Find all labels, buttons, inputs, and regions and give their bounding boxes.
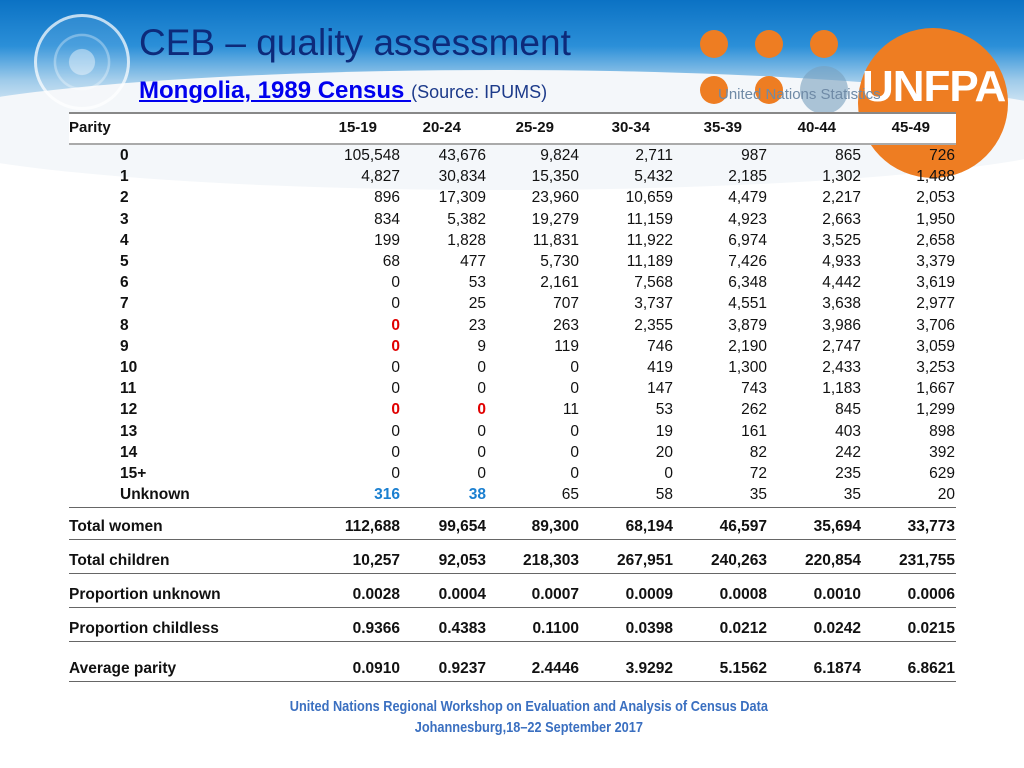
- unfpa-logo-text: UNFPA: [862, 62, 1006, 111]
- table-cell: 0: [570, 359, 579, 376]
- table-cell: 7,568: [634, 274, 673, 292]
- table-cell: 4,933: [822, 253, 861, 270]
- table-cell: 3,638: [822, 295, 861, 313]
- summary-cell: 231,755: [898, 552, 955, 569]
- table-cell: 2,747: [822, 337, 861, 355]
- column-header-35-39: 35-39: [703, 119, 742, 136]
- table-cell: 0: [477, 401, 486, 419]
- table-cell: 0: [477, 359, 486, 376]
- summary-cell: 68,194: [625, 518, 673, 535]
- table-cell: 6,348: [728, 274, 767, 292]
- table-cell: 5,730: [540, 253, 579, 270]
- table-cell: 707: [553, 295, 579, 313]
- summary-label: Proportion childless: [69, 620, 219, 637]
- table-cell: 3,879: [728, 316, 767, 334]
- table-cell: 0: [391, 422, 400, 440]
- table-cell: 2,185: [728, 168, 767, 186]
- table-cell: 3,619: [916, 274, 955, 292]
- summary-cell: 220,854: [804, 552, 861, 569]
- row-label: 9: [120, 337, 129, 355]
- table-cell: 726: [929, 147, 955, 164]
- summary-cell: 240,263: [710, 552, 767, 569]
- table-cell: 865: [835, 147, 861, 164]
- table-cell: 2,977: [916, 295, 955, 313]
- table-cell: 2,355: [634, 316, 673, 334]
- table-cell: 199: [374, 231, 400, 249]
- table-cell: 0: [391, 465, 400, 482]
- table-cell: 3,737: [634, 295, 673, 313]
- table-cell: 7,426: [728, 253, 767, 270]
- table-cell: 845: [835, 401, 861, 419]
- row-label: 13: [120, 422, 138, 440]
- summary-cell: 5.1562: [719, 660, 767, 677]
- row-label: 8: [120, 316, 129, 334]
- orange-dot: [810, 30, 838, 58]
- table-cell: 2,217: [822, 189, 861, 207]
- summary-cell: 218,303: [522, 552, 579, 569]
- table-cell: 11,159: [626, 210, 673, 228]
- divider: [69, 507, 956, 508]
- table-cell: 43,676: [438, 147, 486, 164]
- row-label: 14: [120, 443, 138, 461]
- table-cell: 82: [749, 443, 767, 461]
- table-cell: 19: [655, 422, 673, 440]
- table-cell: 0: [391, 443, 400, 461]
- table-cell: 0: [570, 380, 579, 398]
- table-cell: 3,253: [916, 359, 955, 376]
- table-cell: 0: [570, 422, 579, 440]
- table-cell: 11: [562, 401, 579, 419]
- table-cell: 746: [647, 337, 673, 355]
- table-cell: 2,190: [728, 337, 767, 355]
- summary-cell: 0.0398: [625, 620, 673, 637]
- table-cell: 316: [374, 486, 400, 504]
- table-cell: 15,350: [531, 168, 579, 186]
- table-cell: 25: [468, 295, 486, 313]
- summary-cell: 112,688: [344, 518, 400, 535]
- row-label: 7: [120, 295, 129, 313]
- row-label: 4: [120, 231, 129, 249]
- summary-cell: 92,053: [438, 552, 486, 569]
- summary-label: Proportion unknown: [69, 586, 221, 603]
- table-cell: 2,663: [822, 210, 861, 228]
- table-cell: 4,551: [728, 295, 767, 313]
- table-cell: 68: [382, 253, 400, 270]
- column-header-parity: Parity: [69, 119, 111, 136]
- subtitle: [139, 77, 547, 105]
- table-cell: 3,059: [916, 337, 955, 355]
- summary-cell: 0.0242: [813, 620, 861, 637]
- table-cell: 1,488: [916, 168, 955, 186]
- table-cell: 0: [477, 380, 486, 398]
- divider: [69, 573, 956, 574]
- column-header-25-29: 25-29: [515, 119, 554, 136]
- table-cell: 0: [391, 337, 400, 355]
- table-cell: 10,659: [625, 189, 673, 207]
- row-label: Unknown: [120, 486, 190, 504]
- summary-cell: 0.0007: [531, 586, 579, 603]
- summary-cell: 0.0215: [907, 620, 955, 637]
- row-label: 1: [120, 168, 129, 186]
- table-cell: 0: [477, 443, 486, 461]
- table-cell: 4,479: [728, 189, 767, 207]
- table-cell: 262: [741, 401, 767, 419]
- row-label: 10: [120, 359, 138, 376]
- slide-title: CEB – quality assessment: [139, 22, 571, 63]
- column-header-15-19: 15-19: [338, 119, 377, 136]
- summary-cell: 33,773: [907, 518, 955, 535]
- table-cell: 2,053: [916, 189, 955, 207]
- table-cell: 1,302: [822, 168, 861, 186]
- table-cell: 5,382: [447, 210, 486, 228]
- summary-cell: 6.8621: [907, 660, 955, 677]
- source-note: (Source: IPUMS): [411, 82, 548, 102]
- table-cell: 898: [929, 422, 955, 440]
- table-cell: 38: [468, 486, 486, 504]
- summary-cell: 267,951: [616, 552, 673, 569]
- table-cell: 263: [553, 316, 579, 334]
- footer-line-1: United Nations Regional Workshop on Evaluation and Analysis of Census Data: [289, 698, 768, 715]
- table-cell: 105,548: [343, 147, 400, 164]
- row-label: 0: [120, 147, 129, 164]
- summary-cell: 0.0212: [719, 620, 767, 637]
- table-cell: 1,183: [822, 380, 861, 398]
- row-label: 6: [120, 274, 129, 292]
- table-cell: 0: [664, 465, 673, 482]
- table-cell: 3,379: [916, 253, 955, 270]
- table-cell: 11,831: [532, 231, 579, 249]
- divider: [69, 539, 956, 540]
- table-cell: 0: [391, 380, 400, 398]
- table-cell: 2,711: [635, 147, 673, 164]
- table-cell: 235: [835, 465, 861, 482]
- table-cell: 35: [749, 486, 767, 504]
- table-cell: 20: [937, 486, 955, 504]
- row-label: 15+: [120, 465, 147, 482]
- summary-cell: 0.4383: [438, 620, 486, 637]
- divider: [69, 641, 956, 642]
- row-label: 12: [120, 401, 138, 419]
- table-cell: 1,828: [447, 231, 486, 249]
- table-cell: 987: [741, 147, 767, 164]
- summary-cell: 89,300: [531, 518, 579, 535]
- summary-cell: 2.4446: [531, 660, 579, 677]
- summary-cell: 46,597: [719, 518, 767, 535]
- summary-cell: 99,654: [438, 518, 486, 535]
- summary-cell: 0.0009: [625, 586, 673, 603]
- row-label: 11: [120, 380, 137, 398]
- table-cell: 53: [655, 401, 673, 419]
- table-cell: 23: [468, 316, 486, 334]
- table-cell: 1,950: [916, 210, 955, 228]
- orange-dot: [700, 30, 728, 58]
- table-cell: 392: [929, 443, 955, 461]
- table-cell: 0: [391, 295, 400, 313]
- row-label: 2: [120, 189, 129, 207]
- divider: [69, 681, 956, 682]
- table-cell: 161: [741, 422, 767, 440]
- column-header-20-24: 20-24: [422, 119, 461, 136]
- divider: [69, 607, 956, 608]
- table-cell: 0: [570, 465, 579, 482]
- table-cell: 5,432: [634, 168, 673, 186]
- row-label: 3: [120, 210, 129, 228]
- summary-label: Average parity: [69, 660, 177, 677]
- table-cell: 4,442: [822, 274, 861, 292]
- summary-cell: 10,257: [352, 552, 400, 569]
- table-cell: 65: [561, 486, 579, 504]
- table-cell: 2,161: [540, 274, 579, 292]
- table-cell: 119: [554, 337, 579, 355]
- table-cell: 3,525: [822, 231, 861, 249]
- table-cell: 0: [477, 422, 486, 440]
- table-cell: 9: [477, 337, 486, 355]
- footer-line-2: Johannesburg,18–22 September 2017: [414, 719, 643, 736]
- table-cell: 1,300: [728, 359, 767, 376]
- table-cell: 17,309: [438, 189, 486, 207]
- column-header-30-34: 30-34: [611, 119, 650, 136]
- table-cell: 3,986: [822, 316, 861, 334]
- table-cell: 2,433: [822, 359, 861, 376]
- summary-cell: 0.0008: [719, 586, 767, 603]
- table-cell: 23,960: [531, 189, 579, 207]
- table-cell: 0: [391, 401, 400, 419]
- column-header-45-49: 45-49: [891, 119, 930, 136]
- table-cell: 403: [835, 422, 861, 440]
- table-cell: 477: [460, 253, 486, 270]
- row-label: 5: [120, 253, 129, 270]
- table-cell: 629: [929, 465, 955, 482]
- table-cell: 1,667: [916, 380, 955, 398]
- table-cell: 19,279: [531, 210, 579, 228]
- table-cell: 2,658: [916, 231, 955, 249]
- table-cell: 1,299: [916, 401, 955, 419]
- summary-cell: 3.9292: [625, 660, 673, 677]
- summary-cell: 0.1100: [532, 620, 579, 637]
- table-cell: 53: [468, 274, 486, 292]
- orange-dot: [755, 30, 783, 58]
- table-cell: 20: [655, 443, 673, 461]
- summary-cell: 0.9366: [352, 620, 400, 637]
- un-statistics-text: United Nations Statistics: [718, 86, 881, 103]
- summary-cell: 0.0028: [352, 586, 400, 603]
- un-emblem-logo: [34, 14, 130, 110]
- table-cell: 35: [843, 486, 861, 504]
- table-cell: 0: [477, 465, 486, 482]
- summary-label: Total children: [69, 552, 170, 569]
- table-cell: 743: [741, 380, 767, 398]
- summary-cell: 0.0004: [438, 586, 486, 603]
- table-cell: 11,189: [626, 253, 673, 270]
- table-cell: 72: [749, 465, 767, 482]
- column-header-40-44: 40-44: [797, 119, 836, 136]
- table-cell: 419: [647, 359, 673, 376]
- table-cell: 0: [391, 274, 400, 292]
- table-cell: 6,974: [728, 231, 767, 249]
- table-cell: 58: [655, 486, 673, 504]
- summary-label: Total women: [69, 518, 163, 535]
- table-cell: 834: [374, 210, 400, 228]
- table-cell: 896: [374, 189, 400, 207]
- summary-cell: 35,694: [813, 518, 861, 535]
- table-cell: 3,706: [916, 316, 955, 334]
- table-cell: 242: [835, 443, 861, 461]
- table-cell: 0: [391, 316, 400, 334]
- census-link[interactable]: Mongolia, 1989 Census: [139, 77, 412, 104]
- summary-cell: 0.0010: [813, 586, 861, 603]
- table-cell: 0: [391, 359, 400, 376]
- summary-cell: 0.9237: [438, 660, 486, 677]
- table-cell: 4,827: [361, 168, 400, 186]
- table-cell: 11,922: [626, 231, 673, 249]
- table-cell: 30,834: [438, 168, 486, 186]
- summary-cell: 6.1874: [813, 660, 861, 677]
- table-cell: 0: [570, 443, 579, 461]
- summary-cell: 0.0006: [907, 586, 955, 603]
- table-cell: 4,923: [728, 210, 767, 228]
- table-cell: 147: [647, 380, 673, 398]
- summary-cell: 0.0910: [352, 660, 400, 677]
- table-cell: 9,824: [540, 147, 579, 164]
